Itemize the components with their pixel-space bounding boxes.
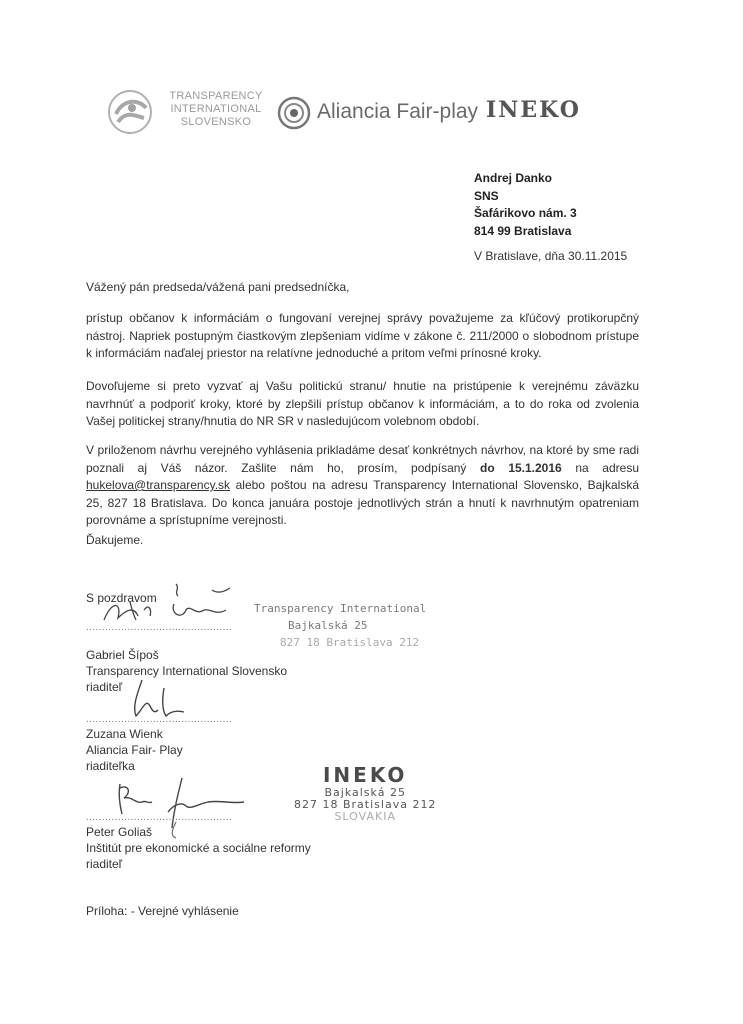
ineko-stamp-name: INEKO <box>322 763 408 787</box>
ineko-logo <box>486 99 614 129</box>
recipient-party: SNS <box>474 188 499 203</box>
ineko-stamp-line2: 827 18 Bratislava 212 <box>294 798 437 811</box>
ti-emblem-icon <box>106 88 154 136</box>
signature-line-3: .............................................. <box>86 812 233 823</box>
ti-stamp-line1: Transparency International <box>254 602 427 615</box>
signatory-1-name: Gabriel Šípoš <box>86 648 159 662</box>
ti-stamp-line3: 827 18 Bratislava 212 <box>280 636 420 649</box>
recipient-city: 814 99 Bratislava <box>474 223 572 238</box>
deadline-date: do 15.1.2016 <box>480 460 562 475</box>
signatory-3-role: riaditeľ <box>86 857 123 871</box>
afp-logo-name: Aliancia Fair-play <box>317 100 479 123</box>
ineko-stamp-line1: Bajkalská 25 <box>324 786 406 799</box>
email-link[interactable]: hukelova@transparency.sk <box>86 478 231 492</box>
aliancia-fair-play-logo <box>277 94 477 134</box>
signature-line-1: .............................................. <box>86 622 233 633</box>
salutation: Vážený pán predseda/vážená pani predsedníčka, <box>86 280 350 294</box>
afp-emblem-icon <box>277 96 311 130</box>
signatory-1-role: riaditeľ <box>86 680 123 694</box>
signatory-3-org: Inštitút pre ekonomické a sociálne reformy <box>86 841 311 855</box>
signatory-2 <box>86 726 183 774</box>
signature-line-2: .............................................. <box>86 714 233 725</box>
paragraph-2: Dovoľujeme si preto vyzvať aj Vašu politickú stranu/ hnutie na pristúpenie k verejnému záväzku navrhnúť a podporiť kroky, ktoré by zlepšili prístup občanov k informáciám, a to do roka od zvolenia Vašej politickej strany/hnutia do NR SR v nasledujúcom volebnom období. <box>86 379 639 428</box>
ti-logo-line2: INTERNATIONAL <box>170 103 262 115</box>
place-date: V Bratislave, dňa 30.11.2015 <box>474 249 628 263</box>
ti-stamp-line2: Bajkalská 25 <box>288 619 368 632</box>
paragraph-3 <box>86 442 639 530</box>
attachment-note: Príloha: - Verejné vyhlásenie <box>86 904 239 918</box>
signatory-3 <box>86 824 311 872</box>
ineko-stamp <box>294 763 436 823</box>
signatory-1-org: Transparency International Slovensko <box>86 664 287 678</box>
paragraph-3-part1: V priloženom návrhu verejného vyhlásenia prikladáme desať konkrétnych návrhov, na ktoré by sme radi poznali aj Váš názor. Zašlite nám ho, prosím, podpísaný <box>86 443 639 475</box>
transparency-international-logo <box>106 88 274 140</box>
thanks: Ďakujeme. <box>86 533 144 547</box>
recipient-name: Andrej Danko <box>474 171 553 185</box>
ti-logo-line1: TRANSPARENCY <box>169 90 263 102</box>
paragraph-3-part3: alebo poštou na adresu Transparency International Slovensko, Bajkalská 25, 827 18 Bratislava. Do konca januára postoje jednotlivých strán a hnutí k navrhnutým opatreniam porovnáme a sprístupníme verejnosti. <box>86 478 639 527</box>
signatory-2-org: Aliancia Fair- Play <box>86 743 183 757</box>
signatory-3-name: Peter Goliaš <box>86 825 153 839</box>
ti-stamp <box>254 600 426 651</box>
signatory-2-name: Zuzana Wienk <box>86 727 163 741</box>
ti-logo-line3: SLOVENSKO <box>180 116 252 128</box>
ineko-logo-name: INEKO <box>486 97 581 123</box>
paragraph-1: prístup občanov k informáciám o fungovaní verejnej správy považujeme za kľúčový protikorupčný nástroj. Napriek postupným čiastkovým zlepšeniam vidíme v zákone č. 211/2000 o slobodnom prístupe k informáciám naďalej priestor na relatívne jednoduché a pritom veľmi prínosné kroky. <box>86 311 639 360</box>
recipient-street: Šafárikovo nám. 3 <box>474 206 577 220</box>
ineko-stamp-line3: SLOVAKIA <box>334 810 396 823</box>
recipient-address <box>474 170 577 240</box>
paragraph-3-part2: na adresu <box>561 460 639 475</box>
closing: S pozdravom <box>86 591 157 605</box>
signatory-2-role: riaditeľka <box>86 759 135 773</box>
